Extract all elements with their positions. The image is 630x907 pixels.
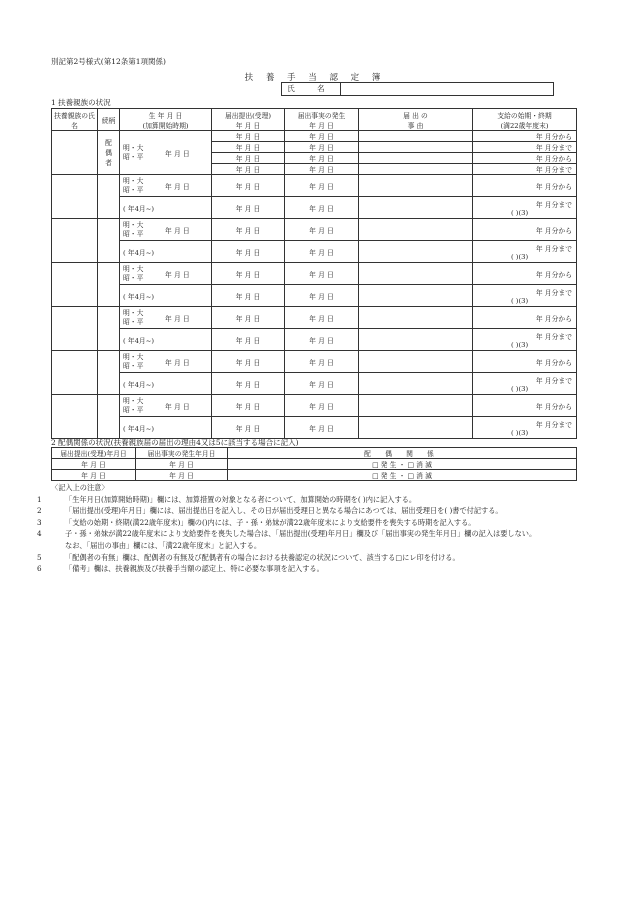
period-until: 年 月分まで: [535, 420, 572, 429]
reason-cell[interactable]: [359, 307, 473, 329]
reason-cell[interactable]: [359, 417, 473, 439]
fact-date[interactable]: 年 月 日: [285, 219, 359, 241]
reason-cell[interactable]: [359, 285, 473, 307]
dependent-birth-cell[interactable]: [120, 307, 212, 329]
fact-label: 届出事実の発生: [297, 111, 346, 120]
fact-date[interactable]: 年 月 日: [285, 417, 359, 439]
period-until-sub: ( )(3): [511, 296, 529, 305]
note-number: 3: [37, 517, 42, 527]
dependent-row: [52, 197, 577, 219]
reason-cell[interactable]: [359, 263, 473, 285]
reason-cell[interactable]: [359, 153, 473, 164]
reason-cell[interactable]: [359, 164, 473, 175]
name-field[interactable]: [281, 82, 554, 96]
notified-date[interactable]: 年 月 日: [212, 351, 285, 373]
notified-label: 届出提出(受理): [224, 111, 272, 120]
period-until-cell[interactable]: [473, 241, 577, 263]
fact-date[interactable]: 年 月 日: [285, 164, 359, 175]
dependent-row: [52, 175, 577, 197]
fact-date[interactable]: 年 月 日: [285, 351, 359, 373]
fact-date[interactable]: 年 月 日: [285, 307, 359, 329]
form-reference: 別記第2号様式(第12条第1項関係): [51, 57, 166, 66]
period-until-sub: ( )(3): [511, 340, 529, 349]
note-item: [51, 540, 591, 552]
birth-ymd: 年 月 日: [165, 182, 190, 191]
spouse-row: [52, 131, 577, 142]
dependent-row: [52, 307, 577, 329]
notified-date[interactable]: 年 月 日: [212, 153, 285, 164]
note-text: 子・孫・弟妹が満22歳年度末により支給要件を喪失した場合は、「届出提出(受理)年月日」欄及び「届出事実の発生年月日」欄の記入は要しない。: [65, 529, 537, 539]
dependent-relation-cell[interactable]: [98, 307, 120, 351]
spouse-relation: 配偶者: [98, 131, 120, 175]
note-item: [37, 505, 591, 517]
era-label: 明・大昭・平: [123, 264, 144, 282]
fact-date[interactable]: 年 月 日: [285, 263, 359, 285]
kasan-cell[interactable]: [120, 197, 212, 219]
dependent-row: [52, 329, 577, 351]
period-from[interactable]: 年 月分から: [473, 263, 577, 285]
kasan-label: ( 年4月~): [123, 248, 155, 257]
period-until: 年 月分まで: [535, 200, 572, 209]
note-text: なお、「届出の事由」欄には、「満22歳年度末」と記入する。: [65, 540, 262, 550]
period-until-cell[interactable]: [473, 285, 577, 307]
note-item: [37, 494, 591, 506]
fact-date[interactable]: 年 月 日: [285, 395, 359, 417]
fact-date[interactable]: 年 月 日: [285, 197, 359, 219]
notes-list: [37, 494, 591, 575]
birth-label: 生 年 月 日: [148, 111, 183, 120]
spouse-name-cell[interactable]: [52, 131, 98, 175]
note-item: [37, 528, 591, 540]
dependent-row: [52, 373, 577, 395]
reason-cell[interactable]: [359, 131, 473, 142]
birth-ymd: 年 月 日: [165, 402, 190, 411]
era-label: 明・大昭・平: [123, 396, 144, 414]
dependent-name-cell[interactable]: [52, 395, 98, 439]
status-checkboxes[interactable]: □ 発 生 ・ □ 消 滅: [228, 459, 577, 470]
period-until-sub: ( )(3): [511, 384, 529, 393]
page-title: 扶 養 手 当 認 定 簿: [244, 73, 386, 83]
period-from[interactable]: 年 月分から: [473, 175, 577, 197]
reason-cell[interactable]: [359, 351, 473, 373]
period-from[interactable]: 年 月分から: [473, 153, 577, 164]
period-until-sub: ( )(3): [511, 208, 529, 217]
era-label: 明・大昭・平: [123, 352, 144, 370]
dependent-name-cell[interactable]: [52, 307, 98, 351]
name-value[interactable]: [341, 83, 553, 95]
spouse-status-table: [51, 447, 577, 481]
kasan-label: ( 年4月~): [123, 424, 155, 433]
dependent-row: [52, 241, 577, 263]
notified-date[interactable]: 年 月 日: [212, 329, 285, 351]
period-until-sub: ( )(3): [511, 252, 529, 261]
notified-date[interactable]: 年 月 日: [212, 197, 285, 219]
dependents-table: [51, 108, 577, 439]
col-notified-header: [212, 109, 285, 131]
col-reason-header: [359, 109, 473, 131]
section1-title: 1 扶養親族の状況: [51, 98, 111, 107]
birth-ymd: 年 月 日: [165, 270, 190, 279]
col-period-header: [473, 109, 577, 131]
era-label: 明・大昭・平: [123, 143, 144, 161]
dependent-name-cell[interactable]: [52, 263, 98, 307]
note-item: [37, 563, 591, 575]
fact-date[interactable]: 年 月 日: [285, 153, 359, 164]
notified-date[interactable]: 年 月 日: [212, 241, 285, 263]
notified-date[interactable]: 年 月 日: [212, 417, 285, 439]
notified-date[interactable]: 年 月 日: [212, 263, 285, 285]
reason-cell[interactable]: [359, 329, 473, 351]
birth-ymd: 年 月 日: [165, 314, 190, 323]
period-until-cell[interactable]: [473, 373, 577, 395]
col-birth-header: [120, 109, 212, 131]
period-until-cell[interactable]: [473, 329, 577, 351]
spouse-status-row: [52, 459, 577, 470]
fact-date[interactable]: 年 月 日: [136, 459, 228, 470]
note-number: 1: [37, 494, 42, 504]
notified-date[interactable]: 年 月 日: [212, 175, 285, 197]
col-relation-header: 配 偶 関 係: [228, 448, 577, 459]
period-sub-label: (満22歳年度末): [500, 121, 549, 130]
kasan-label: ( 年4月~): [123, 204, 155, 213]
spouse-status-row: [52, 470, 577, 481]
notified-date[interactable]: 年 月 日: [52, 470, 136, 481]
note-number: 2: [37, 506, 42, 516]
period-from[interactable]: 年 月分から: [473, 395, 577, 417]
fact-sub-label: 年 月 日: [309, 121, 334, 130]
reason-cell[interactable]: [359, 142, 473, 153]
dependent-birth-cell[interactable]: [120, 175, 212, 197]
note-text: 「備考」欄は、扶養親族及び扶養手当額の認定上、特に必要な事項を記入する。: [65, 564, 324, 574]
status-checkboxes[interactable]: □ 発 生 ・ □ 消 滅: [228, 470, 577, 481]
dependent-relation-cell[interactable]: [98, 175, 120, 219]
kasan-label: ( 年4月~): [123, 380, 155, 389]
fact-date[interactable]: 年 月 日: [285, 329, 359, 351]
period-until-cell[interactable]: [473, 417, 577, 439]
col-notified-header: 届出提出(受理)年月日: [52, 448, 136, 459]
reason-cell[interactable]: [359, 197, 473, 219]
dependent-name-cell[interactable]: [52, 351, 98, 395]
kasan-cell[interactable]: [120, 241, 212, 263]
fact-date[interactable]: 年 月 日: [285, 131, 359, 142]
note-text: 「届出提出(受理)年月日」欄には、届出提出日を記入し、その日が届出受理日と異なる場合にあつては、届出受理日を( )書で付記する。: [65, 506, 503, 516]
dependent-name-cell[interactable]: [52, 175, 98, 219]
era-label: 明・大昭・平: [123, 176, 144, 194]
note-number: 6: [37, 564, 42, 574]
kasan-cell[interactable]: [120, 373, 212, 395]
spouse-birth-cell[interactable]: [120, 131, 212, 175]
note-number: 4: [37, 529, 42, 539]
notified-date[interactable]: 年 月 日: [212, 164, 285, 175]
note-text: 「生年月日(加算開始時期)」欄には、加算措置の対象となる者について、加算開始の時期を( )内に記入する。: [65, 494, 417, 504]
note-item: [37, 552, 591, 564]
kasan-label: ( 年4月~): [123, 292, 155, 301]
col-fact-header: 届出事実の発生年月日: [136, 448, 228, 459]
fact-date[interactable]: 年 月 日: [285, 175, 359, 197]
section2-title: 2 配偶関係の状況(扶養親族届の届出の理由4又は5に該当する場合に記入): [51, 438, 299, 447]
era-label: 明・大昭・平: [123, 308, 144, 326]
period-from[interactable]: 年 月分から: [473, 351, 577, 373]
fact-date[interactable]: 年 月 日: [285, 241, 359, 263]
dependent-birth-cell[interactable]: [120, 351, 212, 373]
reason-sub-label: 事 由: [407, 121, 424, 130]
dependent-relation-cell[interactable]: [98, 263, 120, 307]
kasan-cell[interactable]: [120, 285, 212, 307]
dependent-birth-cell[interactable]: [120, 263, 212, 285]
reason-cell[interactable]: [359, 395, 473, 417]
period-until: 年 月分まで: [535, 244, 572, 253]
fact-date[interactable]: 年 月 日: [136, 470, 228, 481]
col-relation-header: 続柄: [98, 109, 120, 131]
note-text: 「配偶者の有無」欄は、配偶者の有無及び配偶者有の場合における扶養認定の状況について、該当する□にレ印を付ける。: [65, 552, 460, 562]
notified-date[interactable]: 年 月 日: [212, 285, 285, 307]
notified-date[interactable]: 年 月 日: [212, 219, 285, 241]
notified-date[interactable]: 年 月 日: [212, 131, 285, 142]
notes-title: 〈記入上の注意〉: [51, 483, 109, 492]
col-name-header: 扶養親族の氏名: [52, 109, 98, 131]
name-label: 氏 名: [282, 83, 341, 95]
dependent-name-cell[interactable]: [52, 219, 98, 263]
col-fact-header: [285, 109, 359, 131]
dependents-header-row: [52, 109, 577, 131]
birth-ymd: 年 月 日: [165, 358, 190, 367]
period-from[interactable]: 年 月分から: [473, 131, 577, 142]
notified-date[interactable]: 年 月 日: [212, 395, 285, 417]
kasan-cell[interactable]: [120, 329, 212, 351]
reason-cell[interactable]: [359, 373, 473, 395]
dependent-row: [52, 285, 577, 307]
reason-cell[interactable]: [359, 175, 473, 197]
spouse-status-header: [52, 448, 577, 459]
era-label: 明・大昭・平: [123, 220, 144, 238]
dependent-row: [52, 219, 577, 241]
notes-section: [37, 482, 591, 575]
notified-sub-label: 年 月 日: [235, 121, 261, 130]
note-item: [37, 517, 591, 529]
notified-date[interactable]: 年 月 日: [212, 373, 285, 395]
dependent-row: [52, 395, 577, 417]
notified-date[interactable]: 年 月 日: [52, 459, 136, 470]
period-until: 年 月分まで: [535, 288, 572, 297]
reason-cell[interactable]: [359, 219, 473, 241]
fact-date[interactable]: 年 月 日: [285, 142, 359, 153]
period-label: 支給の始期・終期: [497, 111, 552, 120]
dependent-birth-cell[interactable]: [120, 219, 212, 241]
birth-ymd: 年 月 日: [165, 149, 190, 158]
fact-date[interactable]: 年 月 日: [285, 285, 359, 307]
reason-cell[interactable]: [359, 241, 473, 263]
period-until: 年 月分まで: [535, 376, 572, 385]
period-until[interactable]: 年 月分まで: [473, 164, 577, 175]
period-from[interactable]: 年 月分から: [473, 219, 577, 241]
notified-date[interactable]: 年 月 日: [212, 307, 285, 329]
note-number: 5: [37, 552, 42, 562]
birth-sub-label: (加算開始時期): [142, 121, 189, 130]
dependent-row: [52, 417, 577, 439]
dependent-row: [52, 263, 577, 285]
period-until: 年 月分まで: [535, 332, 572, 341]
fact-date[interactable]: 年 月 日: [285, 373, 359, 395]
note-text: 「支給の始期・終期(満22歳年度末)」欄の()内には、子・孫・弟妹が満22歳年度末により支給要件を喪失する時期を記入する。: [65, 517, 476, 527]
period-until-cell[interactable]: [473, 197, 577, 219]
period-from[interactable]: 年 月分から: [473, 307, 577, 329]
dependent-row: [52, 351, 577, 373]
reason-label: 届 出 の: [403, 111, 428, 120]
dependent-relation-cell[interactable]: [98, 395, 120, 439]
notified-date[interactable]: 年 月 日: [212, 142, 285, 153]
kasan-cell[interactable]: [120, 417, 212, 439]
dependent-relation-cell[interactable]: [98, 351, 120, 395]
kasan-label: ( 年4月~): [123, 336, 155, 345]
birth-ymd: 年 月 日: [165, 226, 190, 235]
period-until[interactable]: 年 月分まで: [473, 142, 577, 153]
dependent-relation-cell[interactable]: [98, 219, 120, 263]
dependent-birth-cell[interactable]: [120, 395, 212, 417]
period-until-sub: ( )(3): [511, 428, 529, 437]
